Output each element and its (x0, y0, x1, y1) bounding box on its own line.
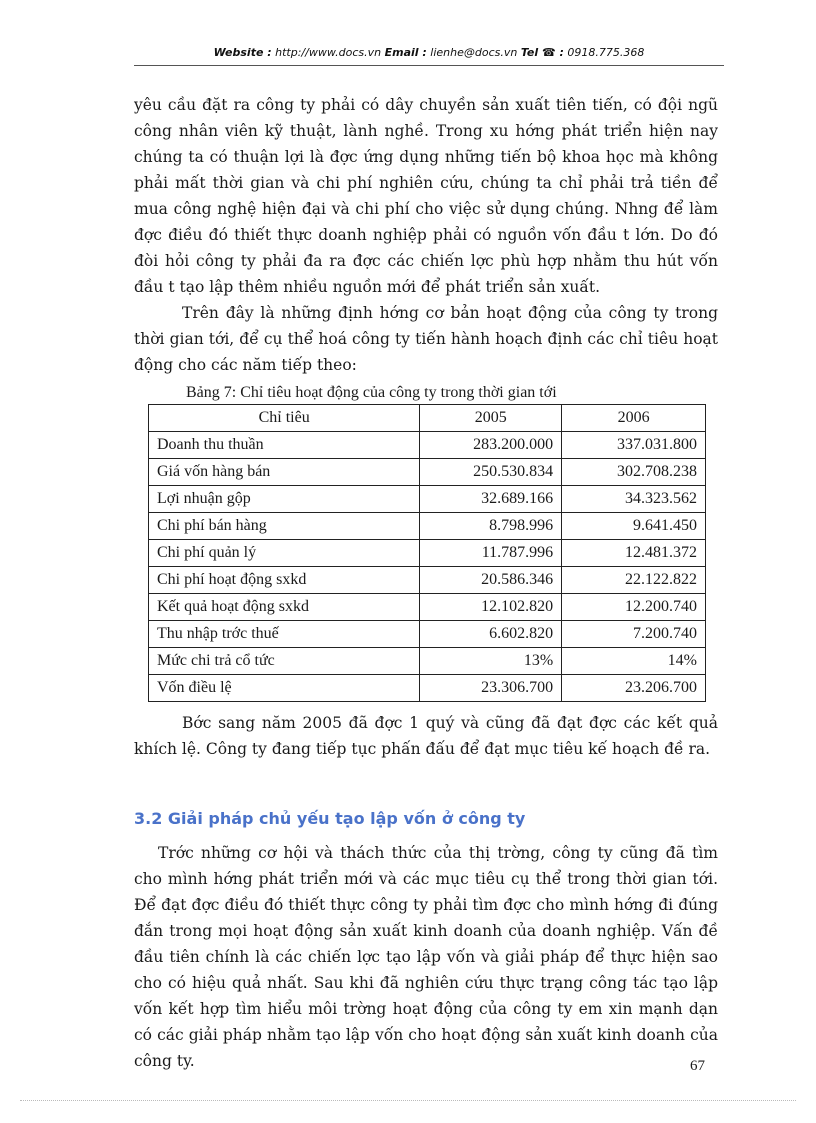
tel-label: Tel ☎ : (520, 46, 564, 59)
value-2006: 23.206.700 (562, 675, 706, 702)
table-row (149, 621, 706, 648)
table-row (149, 513, 706, 540)
table-caption: Bảng 7: Chỉ tiêu hoạt động của công ty trong thời gian tới (186, 384, 557, 401)
value-2005: 11.787.996 (420, 540, 562, 567)
value-2005: 23.306.700 (420, 675, 562, 702)
tel-number: 0918.775.368 (567, 46, 645, 59)
page-number: 67 (690, 1058, 705, 1074)
value-2006: 9.641.450 (562, 513, 706, 540)
paragraph-2: Trên đây là những định hớng cơ bản hoạt động của công ty trong thời gian tới, để cụ thể hoá công ty tiến hành hoạch định các chỉ tiêu hoạt động cho các năm tiếp theo: (134, 304, 718, 374)
row-label: Chi phí quản lý (149, 540, 420, 567)
value-2006: 12.200.740 (562, 594, 706, 621)
row-label: Chi phí hoạt động sxkd (149, 567, 420, 594)
value-2006: 337.031.800 (562, 432, 706, 459)
page-header (134, 46, 724, 66)
value-2005: 12.102.820 (420, 594, 562, 621)
value-2005: 250.530.834 (420, 459, 562, 486)
table-row (149, 432, 706, 459)
value-2005: 20.586.346 (420, 567, 562, 594)
paragraph-1: yêu cầu đặt ra công ty phải có dây chuyền sản xuất tiên tiến, có đội ngũ công nhân viên kỹ thuật, lành nghề. Trong xu hớng phát triển hiện nay chúng ta có thuận lợi là đợc ứng dụng những tiến bộ khoa học mà không phải mất thời gian và chi phí nghiên cứu, chúng ta chỉ phải trả tiền để mua công nghệ hiện đại và chi phí cho việc sử dụng chúng. Nhng để làm đợc điều đó thiết thực doanh nghiệp phải có nguồn vốn đầu t lớn. Do đó đòi hỏi công ty phải đa ra đợc các chiến lợc phù hợp nhằm thu hút vốn đầu t tạo lập thêm nhiều nguồn mới để phát triển sản xuất. (134, 96, 718, 296)
footer-divider (20, 1100, 796, 1101)
table-row (149, 486, 706, 513)
table-row (149, 567, 706, 594)
website-label: Website : (213, 46, 272, 59)
row-label: Kết quả hoạt động sxkd (149, 594, 420, 621)
value-2005: 13% (420, 648, 562, 675)
value-2005: 8.798.996 (420, 513, 562, 540)
header-indicator: Chỉ tiêu (149, 405, 420, 432)
table-row (149, 540, 706, 567)
value-2006: 14% (562, 648, 706, 675)
table-row (149, 594, 706, 621)
email-address[interactable]: lienhe@docs.vn (430, 46, 518, 59)
table-header-row (149, 405, 706, 432)
paragraph-4: Trớc những cơ hội và thách thức của thị trờng, công ty cũng đã tìm cho mình hớng phát triển mới và các mục tiêu cụ thể trong thời gian tới. Để đạt đợc điều đó thiết thực công ty phải tìm đợc cho mình hớng đi đúng đắn trong mọi hoạt động sản xuất kinh doanh của doanh nghiệp. Vấn đề đầu tiên chính là các chiến lợc tạo lập vốn và giải pháp để thực hiện sao cho có hiệu quả nhất. Sau khi đã nghiên cứu thực trạng công tác tạo lập vốn kết hợp tìm hiểu môi trờng hoạt động của công ty em xin mạnh dạn có các giải pháp nhằm tạo lập vốn cho hoạt động sản xuất kinh doanh của công ty. (134, 844, 718, 1070)
table-row (149, 675, 706, 702)
value-2006: 12.481.372 (562, 540, 706, 567)
value-2006: 22.122.822 (562, 567, 706, 594)
table-row (149, 459, 706, 486)
value-2006: 34.323.562 (562, 486, 706, 513)
table-row (149, 648, 706, 675)
indicators-table (148, 404, 706, 702)
value-2005: 283.200.000 (420, 432, 562, 459)
row-label: Thu nhập trớc thuế (149, 621, 420, 648)
value-2005: 32.689.166 (420, 486, 562, 513)
row-label: Lợi nhuận gộp (149, 486, 420, 513)
value-2006: 7.200.740 (562, 621, 706, 648)
header-2006: 2006 (562, 405, 706, 432)
paragraph-3: Bớc sang năm 2005 đã đợc 1 quý và cũng đã đạt đợc các kết quả khích lệ. Công ty đang tiếp tục phấn đấu để đạt mục tiêu kế hoạch đề ra. (134, 714, 718, 758)
row-label: Giá vốn hàng bán (149, 459, 420, 486)
email-label: Email : (384, 46, 427, 59)
website-url[interactable]: http://www.docs.vn (275, 46, 382, 59)
page-content (134, 92, 718, 1074)
row-label: Doanh thu thuần (149, 432, 420, 459)
row-label: Mức chi trả cổ tức (149, 648, 420, 675)
row-label: Chi phí bán hàng (149, 513, 420, 540)
value-2006: 302.708.238 (562, 459, 706, 486)
row-label: Vốn điều lệ (149, 675, 420, 702)
value-2005: 6.602.820 (420, 621, 562, 648)
section-title: 3.2 Giải pháp chủ yếu tạo lập vốn ở công ty (134, 809, 526, 828)
header-2005: 2005 (420, 405, 562, 432)
